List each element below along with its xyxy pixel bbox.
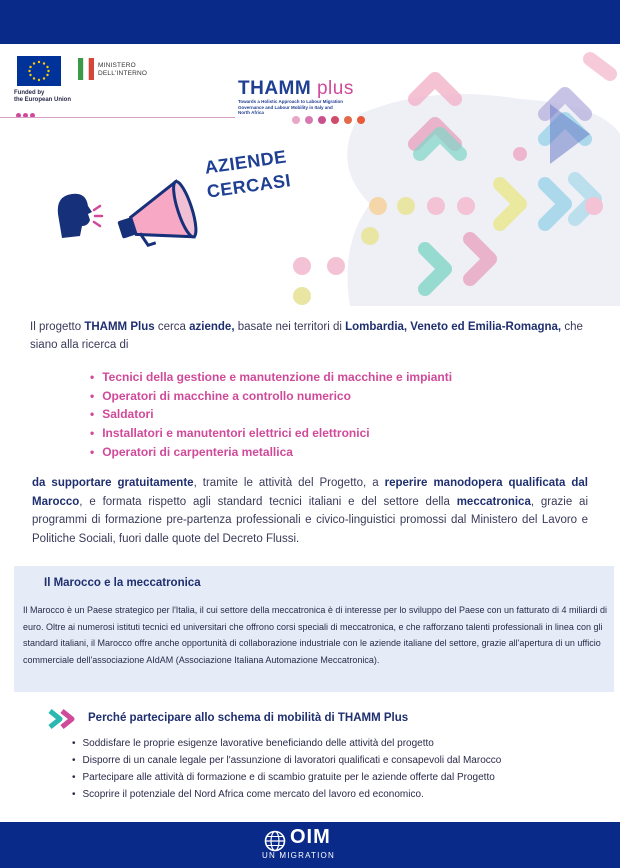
support-text: , tramite le attività del Progetto, a <box>193 477 385 489</box>
support-paragraph <box>32 474 588 548</box>
support-bold-mechatronics: meccatronica <box>456 495 531 508</box>
profile-item: • Tecnici della gestione e manutenzione di macchine e impianti <box>90 368 452 387</box>
thamm-tagline-line-1: Towards a Holistic Approach to Labour Migration <box>238 99 344 104</box>
why-participate-list <box>72 735 501 803</box>
ministry-label <box>98 62 147 78</box>
intro-text: Il progetto <box>30 321 85 333</box>
hero-title-line-1: AZIENDE <box>203 146 288 178</box>
intro-bold-aziende: aziende, <box>189 321 235 333</box>
hero-title-line-2: CERCASI <box>205 170 293 202</box>
support-bold-workforce: reperire manodopera qualificata dal Marocco <box>32 477 588 508</box>
support-bold-free: da supportare gratuitamente <box>32 477 194 489</box>
ministry-line-2: DELL'INTERNO <box>98 70 148 77</box>
italian-emblem-icon <box>78 58 94 80</box>
thamm-dots-decoration <box>292 111 370 129</box>
profile-item: • Saldatori <box>90 405 452 424</box>
thamm-logo-name: THAMM <box>238 78 312 99</box>
morocco-box-text: Il Marocco è un Paese strategico per l'Italia, il cui settore della meccatronica è di interesse per lo sviluppo del Paese con un fatturato di 4 miliardi di euro. Oltre ai numerosi istituti tecnici ed universitari che offrono corsi speciali di meccatronica, e che rafforzano talenti professionali in linea con gli standard italiani, il Marocco offre anche opportunità di collaborazione industriale con le aziende italiane del settore, grazie all'apertura di un ufficio commerciale dell'associazione AIdAM (Associazione Italiana Automazione Meccatronica). <box>23 605 608 665</box>
thamm-tagline-line-3: North Africa <box>238 110 264 115</box>
intro-bold-regions: Lombardia, Veneto ed Emilia-Romagna, <box>345 321 562 333</box>
eu-flag-icon <box>17 56 61 86</box>
logo-divider <box>0 117 235 118</box>
intro-text: che siano alla ricerca di <box>30 321 583 351</box>
eu-dots-decoration <box>16 105 37 123</box>
why-item: • Partecipare alle attività di formazione e di scambio gratuite per le aziende offerte dal Progetto <box>72 769 501 786</box>
intro-text: basate nei territori di <box>234 321 346 333</box>
thamm-tagline-line-2: Governance and Labour Mobility in Italy and <box>238 104 333 110</box>
thamm-logo-plus: plus <box>316 78 354 99</box>
hero-section <box>0 44 620 306</box>
support-text: , grazie ai programmi di formazione pre-partenza professionali e civico-linguistici promossi dal Ministero del Lavoro e Politiche Sociali, fuori dalle quote del Decreto Flussi. <box>32 495 589 545</box>
oim-globe-icon <box>264 830 286 852</box>
why-item: • Scoprire il potenziale del Nord Africa come mercato del lavoro ed economico. <box>72 786 501 803</box>
morocco-box-title: Il Marocco e la meccatronica <box>44 577 201 589</box>
why-participate-title: Perché partecipare allo schema di mobilità di THAMM Plus <box>88 712 409 724</box>
profiles-list <box>90 368 452 462</box>
oim-logo-text: OIM <box>290 826 331 848</box>
profile-item: • Operatori di carpenteria metallica <box>90 443 452 462</box>
why-item: • Disporre di un canale legale per l'assunzione di lavoratori qualificati e consapevoli dal Marocco <box>72 752 501 769</box>
intro-paragraph <box>30 318 590 354</box>
oim-subtitle: UN MIGRATION <box>262 851 335 860</box>
eu-funded-label <box>14 90 71 104</box>
double-chevron-icon <box>46 708 82 730</box>
eu-funded-line-1: Funded by <box>14 90 45 96</box>
intro-text: cerca <box>154 321 190 333</box>
morocco-info-box <box>14 566 614 692</box>
why-item: • Soddisfare le proprie esigenze lavorative beneficiando delle attività del progetto <box>72 735 501 752</box>
support-text: , e formata rispetto agli standard tecnici italiani e del settore della <box>79 495 457 508</box>
ministry-line-1: MINISTERO <box>98 62 136 69</box>
profile-item: • Operatori di macchine a controllo numerico <box>90 387 452 406</box>
intro-bold-project: THAMM Plus <box>84 321 155 333</box>
top-banner <box>0 0 620 44</box>
thamm-logo <box>238 78 354 100</box>
profile-item: • Installatori e manutentori elettrici ed elettronici <box>90 424 452 443</box>
eu-funded-line-2: the European Union <box>14 97 71 103</box>
megaphone-person-icon <box>48 174 208 264</box>
